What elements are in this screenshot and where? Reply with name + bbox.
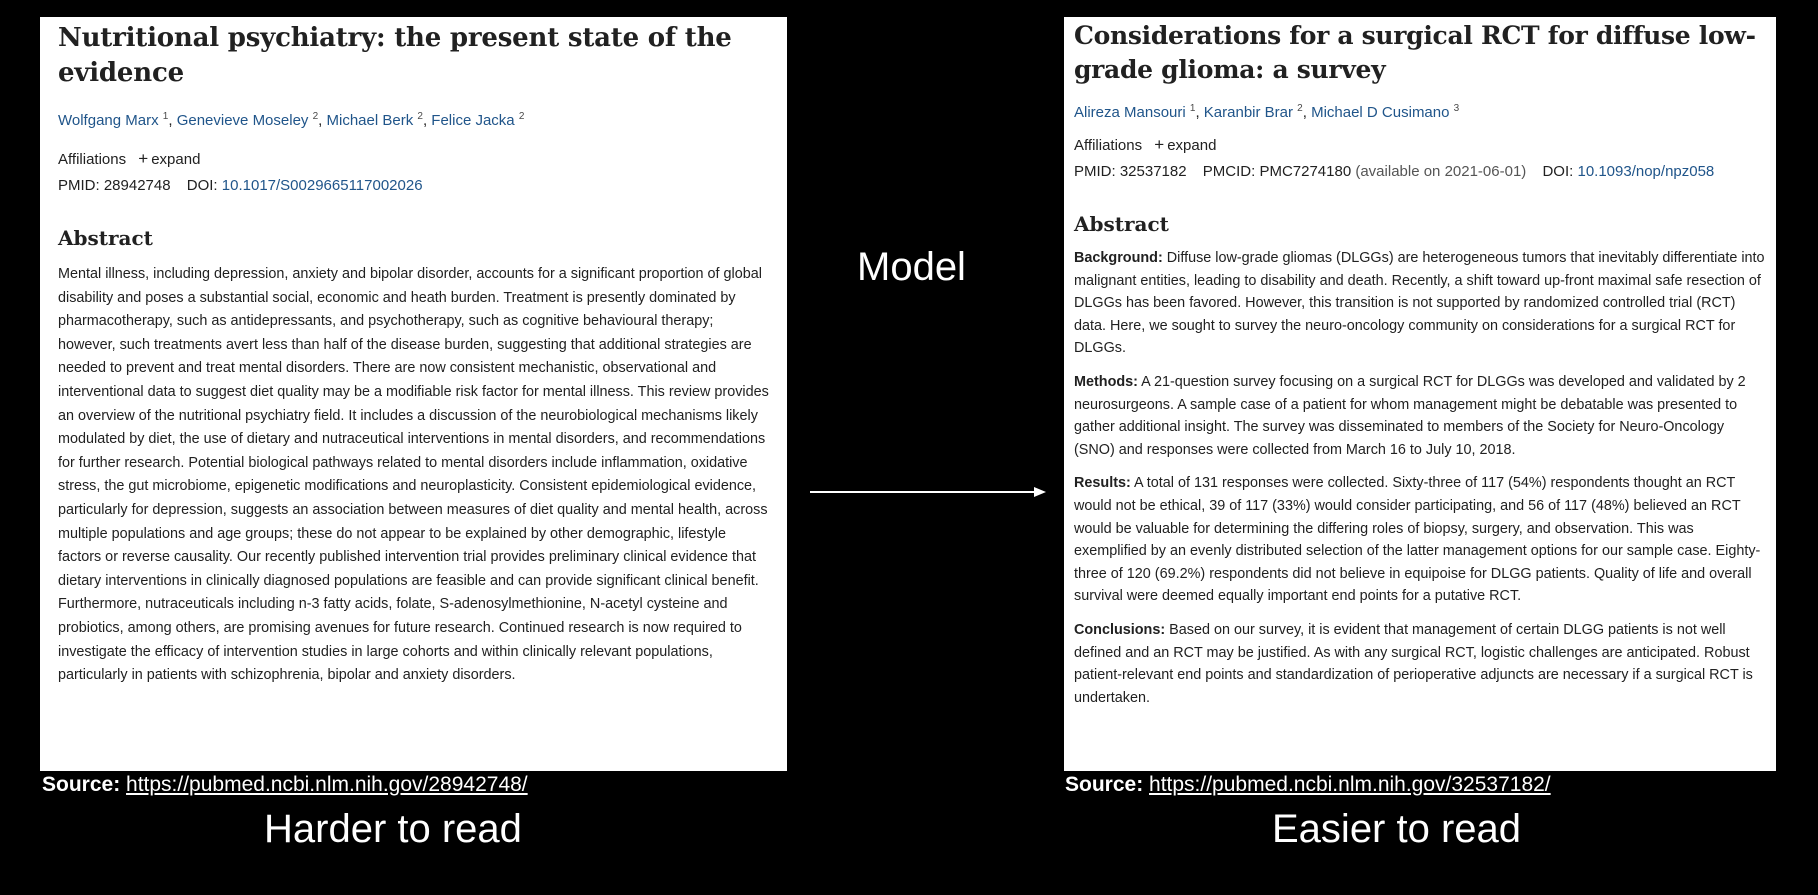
- identifiers-row: [1074, 162, 1766, 182]
- easier-to-read-caption: Easier to read: [1272, 807, 1522, 851]
- doi-label: DOI:: [1542, 163, 1574, 180]
- section-label: Methods:: [1074, 373, 1138, 390]
- pmid-value: 28942748: [103, 177, 171, 194]
- pmcid-label: PMCID:: [1202, 163, 1256, 180]
- section-text: Based on our survey, it is evident that management of certain DLGG patients is not well defined and an RCT may be justified. As with any surgical RCT, logistic challenges are anticipated. Robust patient-relevant end points and standardization of perioperative adjuncts are necessary if a surgical RCT is undertaken.: [1074, 621, 1753, 706]
- doi-label: DOI:: [186, 177, 218, 194]
- author-list: Wolfgang Marx $^1$, Genevieve Moseley $^2$, Michael Berk $^2$, Felice Jacka $^2$: [58, 111, 525, 129]
- right-arrow-icon: [810, 484, 1046, 500]
- expand-affiliations-button[interactable]: [138, 151, 200, 168]
- doi-link[interactable]: 10.1093/nop/npz058: [1577, 163, 1715, 180]
- abstract-heading: Abstract: [1074, 212, 1169, 236]
- rewritten-article-panel: [1064, 17, 1776, 771]
- abstract-text: Mental illness, including depression, anxiety and bipolar disorder, accounts for a significant proportion of global disability and poses a substantial social, economic and heath burden. Treatment is presently dominated by pharmacotherapy, such as antidepressants, and psychotherapy, such as cognitive behavioural therapy; however, such treatments avert less than half of the disease burden, suggesting that additional strategies are needed to prevent and treat mental disorders. There are now consistent mechanistic, observational and interventional data to suggest diet quality may be a modifiable risk factor for mental illness. This review provides an overview of the nutritional psychiatry field. It includes a discussion of the neurobiological mechanisms likely modulated by diet, the use of dietary and nutraceutical interventions in mental disorders, and recommendations for further research. Potential biological pathways related to mental disorders include inflammation, oxidative stress, the gut microbiome, epigenetic modifications and neuroplasticity. Consistent epidemiological evidence, particularly for depression, suggests an association between measures of diet quality and mental health, across multiple populations and age groups; these do not appear to be explained by other demographic, lifestyle factors or reverse causality. Our recently published intervention trial provides preliminary clinical evidence that dietary interventions in clinically diagnosed populations are feasible and can provide significant clinical benefit. Furthermore, nutraceuticals including n-3 fatty acids, folate, S-adenosylmethionine, N-acetyl cysteine and probiotics, among others, are promising avenues for future research. Continued research is now required to investigate the efficacy of intervention studies in large cohorts and within clinically relevant populations, particularly in patients with schizophrenia, bipolar and anxiety disorders.: [58, 266, 769, 684]
- section-label: Results:: [1074, 475, 1131, 492]
- author-link[interactable]: Karanbir Brar: [1203, 104, 1293, 121]
- section-label: Conclusions:: [1074, 621, 1166, 638]
- availability-note: (available on 2021-06-01): [1355, 163, 1527, 180]
- harder-to-read-caption: Harder to read: [264, 807, 522, 851]
- affiliation-number: 2: [417, 111, 423, 122]
- source-label: Source:: [42, 773, 121, 796]
- author-link[interactable]: Genevieve Moseley: [176, 112, 309, 129]
- affiliation-number: 1: [1189, 103, 1196, 114]
- abstract-section-conclusions: [1074, 619, 1766, 709]
- affiliation-number: 2: [518, 111, 525, 122]
- abstract-section-results: [1074, 472, 1766, 608]
- abstract-section-background: [1074, 247, 1766, 360]
- article-title: Nutritional psychiatry: the present state of the evidence: [58, 23, 732, 88]
- author-link[interactable]: Wolfgang Marx: [58, 112, 159, 129]
- model-label: Model: [857, 245, 966, 289]
- author-link[interactable]: Felice Jacka: [431, 112, 515, 129]
- affiliations-row: [1074, 135, 1766, 156]
- section-text: A total of 131 responses were collected. Sixty-three of 117 (54%) respondents thought an RCT would not be ethical, 39 of 117 (33%) would consider participating, and 56 of 117 (48%) believed an RCT would be valuable for determining the differing roles of biopsy, surgery, and observation. This was exemplified by an evenly distributed selection of the latter management options for our sample case. Eighty-three of 120 (69.2%) respondents did not believe in equipoise for DLGG patients. Quality of life and overall survival were deemed equally important end points for a putative RCT.: [1074, 475, 1761, 605]
- abstract-heading: Abstract: [58, 226, 153, 250]
- pmid-label: PMID:: [58, 177, 100, 194]
- affiliation-number: 2: [312, 111, 319, 122]
- affiliations-label: Affiliations: [58, 151, 127, 168]
- right-source-line: [1065, 773, 1551, 797]
- author-link[interactable]: Alireza Mansouri: [1074, 104, 1186, 121]
- article-title: Considerations for a surgical RCT for diffuse low-grade glioma: a survey: [1074, 21, 1756, 84]
- section-text: Diffuse low-grade gliomas (DLGGs) are heterogeneous tumors that inevitably differentiate into malignant entities, leading to disability and death. Recently, a shift toward up-front maximal safe resection of DLGGs has been favored. However, this transition is not supported by randomized controlled trial (RCT) data. Here, we sought to survey the neuro-oncology community on considerations for a surgical RCT for DLGGs.: [1074, 250, 1765, 357]
- abstract-sections: [1074, 247, 1766, 709]
- plus-icon: +: [1154, 135, 1165, 154]
- original-article-panel: [40, 17, 787, 771]
- expand-label: expand: [151, 151, 201, 168]
- affiliations-label: Affiliations: [1074, 137, 1143, 154]
- section-text: A 21-question survey focusing on a surgical RCT for DLGGs was developed and validated by 2 neurosurgeons. A sample case of a patient for whom management might be debatable was presented to gather additional insight. The survey was disseminated to members of the Society for Neuro-Oncology (SNO) and responses were collected from March 16 to July 10, 2018.: [1074, 373, 1746, 458]
- affiliation-number: 2: [1297, 103, 1303, 114]
- author-link[interactable]: Michael D Cusimano: [1311, 104, 1450, 121]
- pmid-value: 32537182: [1119, 163, 1187, 180]
- abstract-section-methods: [1074, 371, 1766, 461]
- affiliations-row: [58, 149, 769, 170]
- source-link[interactable]: https://pubmed.ncbi.nlm.nih.gov/32537182/: [1149, 773, 1551, 796]
- left-source-line: [42, 773, 528, 797]
- source-label: Source:: [1065, 773, 1144, 796]
- expand-label: expand: [1167, 137, 1217, 154]
- pmid-label: PMID:: [1074, 163, 1116, 180]
- author-list: Alireza Mansouri $^1$, Karanbir Brar $^2$, Michael D Cusimano $^3$: [1074, 103, 1460, 121]
- section-label: Background:: [1074, 250, 1163, 266]
- source-link[interactable]: https://pubmed.ncbi.nlm.nih.gov/28942748/: [126, 773, 528, 796]
- doi-link[interactable]: 10.1017/S0029665117002026: [221, 177, 423, 194]
- affiliation-number: 3: [1453, 103, 1460, 114]
- expand-affiliations-button[interactable]: [1154, 137, 1216, 154]
- pmcid-value: PMC7274180: [1259, 163, 1352, 180]
- identifiers-row: [58, 176, 769, 196]
- affiliation-number: 1: [162, 111, 169, 122]
- author-link[interactable]: Michael Berk: [326, 112, 414, 129]
- plus-icon: +: [138, 149, 149, 168]
